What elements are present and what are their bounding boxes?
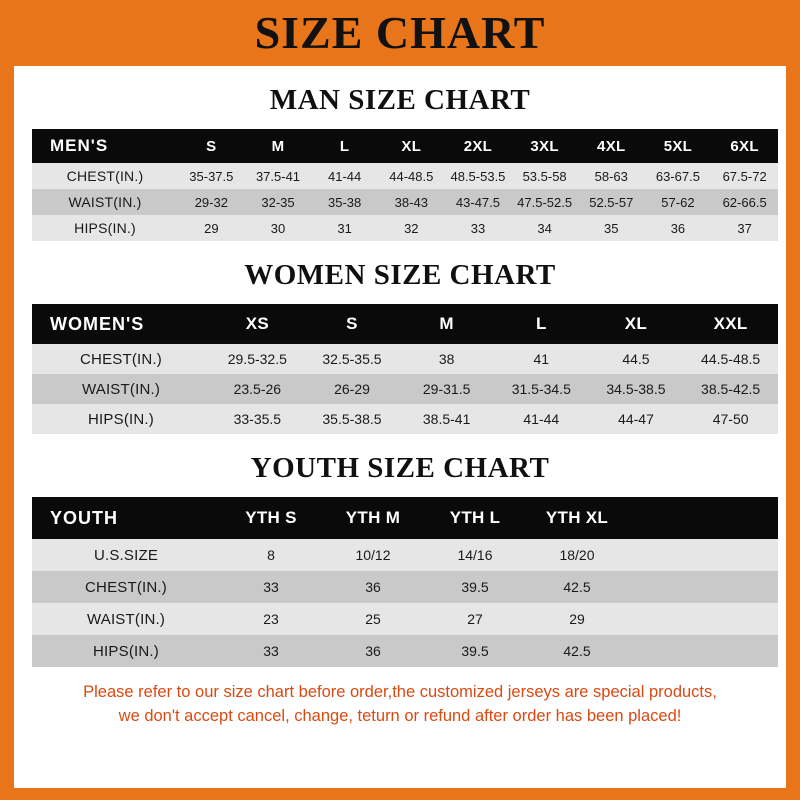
- table-cell: 39.5: [424, 635, 526, 667]
- table-cell: 35-37.5: [178, 163, 245, 189]
- table-header-row: [32, 497, 778, 539]
- column-header: 2XL: [445, 129, 512, 163]
- table-cell: 44.5-48.5: [683, 344, 778, 374]
- table-row: [32, 189, 778, 215]
- column-header: XL: [378, 129, 445, 163]
- row-label: HIPS(IN.): [32, 635, 220, 667]
- table-header-row: [32, 129, 778, 163]
- column-header: 4XL: [578, 129, 645, 163]
- table-cell-empty: [628, 539, 778, 571]
- table-cell: 53.5-58: [511, 163, 578, 189]
- table-cell: 32-35: [245, 189, 312, 215]
- table-cell: 29.5-32.5: [210, 344, 305, 374]
- table-cell: 67.5-72: [711, 163, 778, 189]
- bottom-accent-bar: [0, 788, 800, 800]
- column-header: YTH XL: [526, 497, 628, 539]
- row-label: CHEST(IN.): [32, 571, 220, 603]
- table-cell: 41-44: [494, 404, 589, 434]
- man-size-table: [32, 129, 778, 241]
- table-cell: 47-50: [683, 404, 778, 434]
- banner: [14, 0, 786, 66]
- women-table-body: [32, 344, 778, 434]
- table-cell: 33-35.5: [210, 404, 305, 434]
- table-cell: 25: [322, 603, 424, 635]
- youth-table-body: [32, 539, 778, 667]
- column-header: L: [311, 129, 378, 163]
- table-row: [32, 163, 778, 189]
- table-cell: 38.5-42.5: [683, 374, 778, 404]
- table-row: [32, 404, 778, 434]
- youth-table-head: [32, 497, 778, 539]
- table-cell: 36: [322, 635, 424, 667]
- table-cell: 37.5-41: [245, 163, 312, 189]
- table-cell: 44-48.5: [378, 163, 445, 189]
- table-header-row: [32, 304, 778, 344]
- table-cell: 26-29: [305, 374, 400, 404]
- table-cell: 41-44: [311, 163, 378, 189]
- table-cell: 38: [399, 344, 494, 374]
- table-cell: 47.5-52.5: [511, 189, 578, 215]
- table-cell-empty: [628, 571, 778, 603]
- table-cell: 33: [220, 635, 322, 667]
- table-cell: 42.5: [526, 571, 628, 603]
- table-cell: 38.5-41: [399, 404, 494, 434]
- man-table-body: [32, 163, 778, 241]
- table-cell: 32: [378, 215, 445, 241]
- table-cell: 10/12: [322, 539, 424, 571]
- column-header: XXL: [683, 304, 778, 344]
- women-table-head: [32, 304, 778, 344]
- column-header: YTH L: [424, 497, 526, 539]
- table-row: [32, 571, 778, 603]
- table-cell-empty: [628, 603, 778, 635]
- page-title: SIZE CHART: [254, 7, 546, 58]
- column-header: YTH M: [322, 497, 424, 539]
- table-cell: 31.5-34.5: [494, 374, 589, 404]
- column-header: 5XL: [645, 129, 712, 163]
- table-cell: 57-62: [645, 189, 712, 215]
- content: [14, 84, 786, 729]
- table-cell: 29-32: [178, 189, 245, 215]
- column-header: M: [245, 129, 312, 163]
- table-cell: 43-47.5: [445, 189, 512, 215]
- table-cell: 34.5-38.5: [589, 374, 684, 404]
- table-cell: 14/16: [424, 539, 526, 571]
- youth-section-title: YOUTH SIZE CHART: [250, 452, 550, 484]
- table-cell: 35-38: [311, 189, 378, 215]
- table-cell: 34: [511, 215, 578, 241]
- table-cell: 29: [178, 215, 245, 241]
- footer-note-line-1: Please refer to our size chart before order,the customized jerseys are special products,: [83, 683, 717, 701]
- youth-size-table: [32, 497, 778, 667]
- column-header: XS: [210, 304, 305, 344]
- column-header: L: [494, 304, 589, 344]
- column-header: M: [399, 304, 494, 344]
- table-cell: 62-66.5: [711, 189, 778, 215]
- column-header: YTH S: [220, 497, 322, 539]
- table-cell: 8: [220, 539, 322, 571]
- table-cell: 63-67.5: [645, 163, 712, 189]
- table-cell: 52.5-57: [578, 189, 645, 215]
- footer-note-line-2: we don't accept cancel, change, teturn or refund after order has been placed!: [118, 706, 682, 725]
- row-label: CHEST(IN.): [32, 344, 210, 374]
- column-header: S: [178, 129, 245, 163]
- table-row: [32, 635, 778, 667]
- women-section-title: WOMEN SIZE CHART: [244, 259, 556, 291]
- women-size-table: [32, 304, 778, 434]
- table-cell: 37: [711, 215, 778, 241]
- man-section-title: MAN SIZE CHART: [269, 84, 531, 116]
- man-table-head: [32, 129, 778, 163]
- column-header: 3XL: [511, 129, 578, 163]
- column-header: XL: [589, 304, 684, 344]
- table-cell: 30: [245, 215, 312, 241]
- table-cell: 33: [220, 571, 322, 603]
- column-header: YOUTH: [32, 497, 220, 539]
- column-header: WOMEN'S: [32, 304, 210, 344]
- table-cell: 41: [494, 344, 589, 374]
- table-cell: 58-63: [578, 163, 645, 189]
- footer-note: [42, 681, 758, 729]
- table-cell: 18/20: [526, 539, 628, 571]
- column-header: MEN'S: [32, 129, 178, 163]
- table-cell: 36: [645, 215, 712, 241]
- table-cell: 35: [578, 215, 645, 241]
- row-label: WAIST(IN.): [32, 603, 220, 635]
- table-cell: 23: [220, 603, 322, 635]
- table-row: [32, 539, 778, 571]
- row-label: HIPS(IN.): [32, 215, 178, 241]
- table-row: [32, 344, 778, 374]
- table-cell: 29-31.5: [399, 374, 494, 404]
- table-cell: 38-43: [378, 189, 445, 215]
- table-cell: 27: [424, 603, 526, 635]
- table-cell: 35.5-38.5: [305, 404, 400, 434]
- table-row: [32, 215, 778, 241]
- row-label: WAIST(IN.): [32, 189, 178, 215]
- column-header: 6XL: [711, 129, 778, 163]
- table-row: [32, 374, 778, 404]
- table-row: [32, 603, 778, 635]
- table-cell: 32.5-35.5: [305, 344, 400, 374]
- table-cell: 39.5: [424, 571, 526, 603]
- table-cell: 33: [445, 215, 512, 241]
- row-label: U.S.SIZE: [32, 539, 220, 571]
- table-cell: 36: [322, 571, 424, 603]
- table-cell: 44-47: [589, 404, 684, 434]
- table-cell: 44.5: [589, 344, 684, 374]
- table-cell: 23.5-26: [210, 374, 305, 404]
- table-cell: 29: [526, 603, 628, 635]
- column-header: S: [305, 304, 400, 344]
- row-label: HIPS(IN.): [32, 404, 210, 434]
- column-header-spacer: [628, 497, 778, 539]
- row-label: WAIST(IN.): [32, 374, 210, 404]
- table-cell-empty: [628, 635, 778, 667]
- table-cell: 42.5: [526, 635, 628, 667]
- row-label: CHEST(IN.): [32, 163, 178, 189]
- table-cell: 48.5-53.5: [445, 163, 512, 189]
- table-cell: 31: [311, 215, 378, 241]
